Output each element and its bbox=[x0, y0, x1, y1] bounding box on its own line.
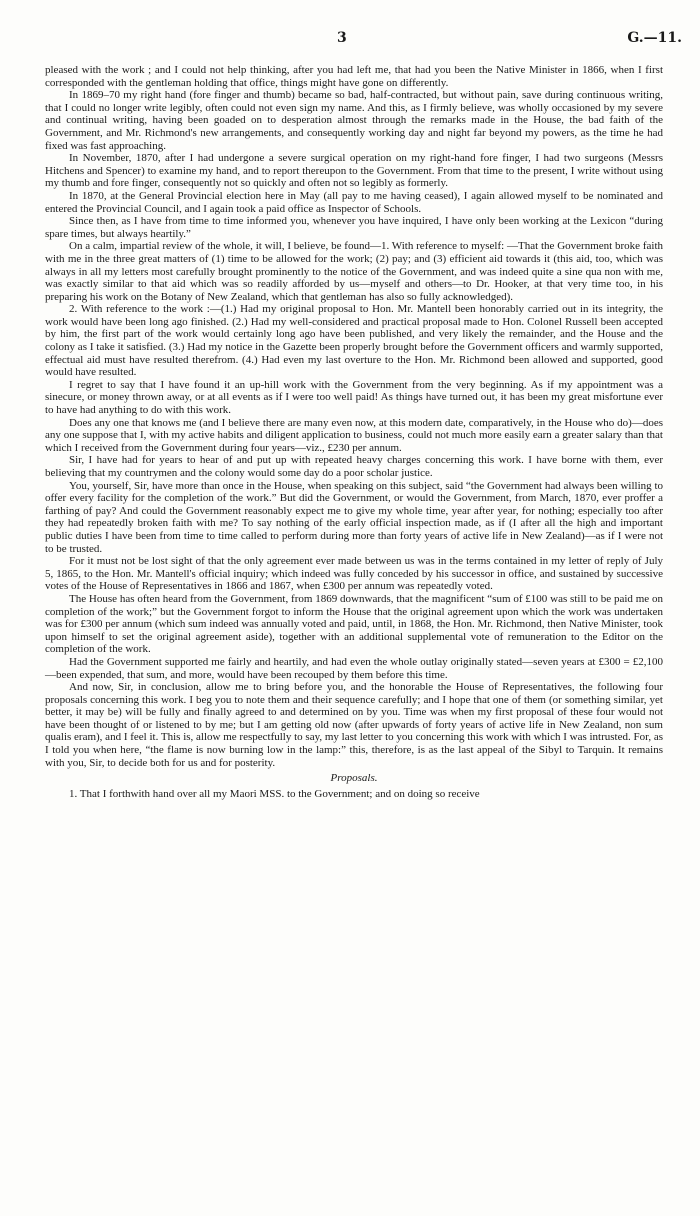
paragraph: For it must not be lost sight of that the only agreement ever made between us was in the terms contained in my letter of reply of July 5, 1865, to the Hon. Mr. Mantell's official inquiry; which indeed was fully conceded by his successor in office, and sustained by successive votes of the House of Representatives in 1866 and 1867, when £300 per annum was repeatedly voted. bbox=[45, 555, 663, 593]
paragraph: You, yourself, Sir, have more than once in the House, when speaking on this subject, said “the Government had always been willing to offer every facility for the completion of the work.” But did the Government, or would the Government, from March, 1870, ever proffer a farthing of pay? And could the Government reasonably expect me to give my whole time, year after year, for nothing; especially too after they had repeatedly broken faith with me? To say nothing of the early official inspection made, as if (I after all the high and important public duties I have been from time to time called to perform during more than forty years of active life in New Zealand)—as if I were not to be trusted. bbox=[45, 479, 663, 555]
page-header bbox=[0, 30, 700, 50]
paragraph: 2. With reference to the work :—(1.) Had my original proposal to Hon. Mr. Mantell been honorably carried out in its integrity, the work would have been long ago finished. (2.) Had my well-considered and practical proposal made to Hon. Colonel Russell been accepted by him, the first part of the work would certainly long ago have been published, and very likely the remainder, and the House and the colony as I take it satisfied. (3.) Had my notice in the Gazette been properly brought before the Government officers and warmly supported, effectual aid must have resulted therefrom. (4.) Had even my last overture to the Hon. Mr. Richmond been allowed and supported, good would have resulted. bbox=[45, 303, 663, 379]
page-number: 3 bbox=[337, 30, 347, 46]
paragraph: Sir, I have had for years to hear of and put up with repeated heavy charges concerning this work. I have borne with them, ever believing that my countrymen and the colony would some day do a poor scholar justice. bbox=[45, 454, 663, 479]
proposal-item: 1. That I forthwith hand over all my Maori MSS. to the Government; and on doing so receive bbox=[69, 787, 480, 800]
paragraph: I regret to say that I have found it an up-hill work with the Government from the very beginning. As if my appointment was a sinecure, or money thrown away, or at all events as if I were too well paid! As things have turned out, it has been my great misfortune ever to have had anything to do with this work. bbox=[45, 378, 663, 417]
paragraph: On a calm, impartial review of the whole, it will, I believe, be found—1. With reference to myself: —That the Government broke faith with me in the three great matters of (1) time to be allowed for the work; (2) pay; and (3) efficient aid towards it (this aid, too, which was always in all my letters most carefully brought prominently to the notice of the Government, and was indeed quite a sine qua non with me, was exactly similar to that aid which was so readily afforded by us—myself and others—to Dr. Hooker, at that very time too, in his preparing his work on the Botany of New Zealand, which that gentleman has also so fully acknowledged). bbox=[45, 240, 663, 303]
document-reference: G.—11. bbox=[627, 30, 682, 46]
paragraph: In November, 1870, after I had undergone a severe surgical operation on my right-hand fore finger, I had two surgeons (Messrs Hitchens and Spencer) to examine my hand, and to report thereupon to the Government. From that time to the present, I write without using my thumb and fore finger, consequently not so quickly and often not so legibly as formerly. bbox=[45, 152, 663, 190]
paragraph: In 1870, at the General Provincial election here in May (all pay to me having ceased), I again allowed myself to be nominated and entered the Provincial Council, and I again took a paid office as Inspector of Schools. bbox=[45, 189, 663, 215]
paragraph: pleased with the work ; and I could not help thinking, after you had left me, that had you been the Native Minister in 1866, when I first corresponded with the gentleman holding that office, things might have gone on differently. bbox=[45, 64, 663, 89]
document-body bbox=[45, 64, 663, 800]
paragraph: Since then, as I have from time to time informed you, whenever you have inquired, I have only been working at the Lexicon “during spare times, but always heartily.” bbox=[45, 215, 663, 240]
paragraph: And now, Sir, in conclusion, allow me to bring before you, and the honorable the House of Representatives, the following four proposals concerning this work. I beg you to note them and their sequence carefully; and I hope that one of them (or something similar, yet better, it may be) will be fully and finally agreed to and determined on by you. Time was when my first proposal of these four would not have been thought of or listened to by me; but I am getting old now (after upwards of forty years of active life in New Zealand, non sum qualis eram), and I feel it. This is, allow me respectfully to say, my last letter to you concerning this work with which I was intrusted. For, as I told you when here, “the flame is now burning low in the lamp:” this, therefore, is as the last appeal of the Sibyl to Tarquin. It remains with you, Sir, to decide both for us and for posterity. bbox=[45, 681, 663, 769]
paragraph: In 1869–70 my right hand (fore finger and thumb) became so bad, half-contracted, but without pain, save during continuous writing, that I could no longer write legibly, often could not even sign my name. And this, as I firmly believe, was wholly occasioned by my severe and continual writing, having been goaded on to desperation almost through the remarks made in the House, the bad faith of the Government, and Mr. Richmond's new arrangements, and consequently working day and night far beyond my powers, as the time he had fixed was fast approaching. bbox=[45, 89, 663, 152]
paragraph: Does any one that knows me (and I believe there are many even now, at this modern date, comparatively, in the House who do)—does any one suppose that I, with my active habits and diligent application to business, could not much more easily earn a greater salary than that which I received from the Government during four years—viz., £230 per annum. bbox=[45, 416, 663, 454]
proposals-heading: Proposals. bbox=[330, 772, 378, 785]
paragraph: Had the Government supported me fairly and heartily, and had even the whole outlay originally stated—seven years at £300 = £2,100—been expended, that sum, and more, would have been recouped by them before this time. bbox=[45, 655, 663, 681]
paragraph: The House has often heard from the Government, from 1869 downwards, that the magnificent “sum of £100 was still to be paid me on completion of the work;” but the Government forgot to inform the House that the original agreement upon which the work was undertaken was for £300 per annum (which sum indeed was annually voted and paid, until, in 1868, the Hon. Mr. Richmond, then Native Minister, took upon himself to set the original agreement aside), together with an additional supplemental vote of remuneration to the Editor on the completion of the work. bbox=[45, 592, 663, 656]
